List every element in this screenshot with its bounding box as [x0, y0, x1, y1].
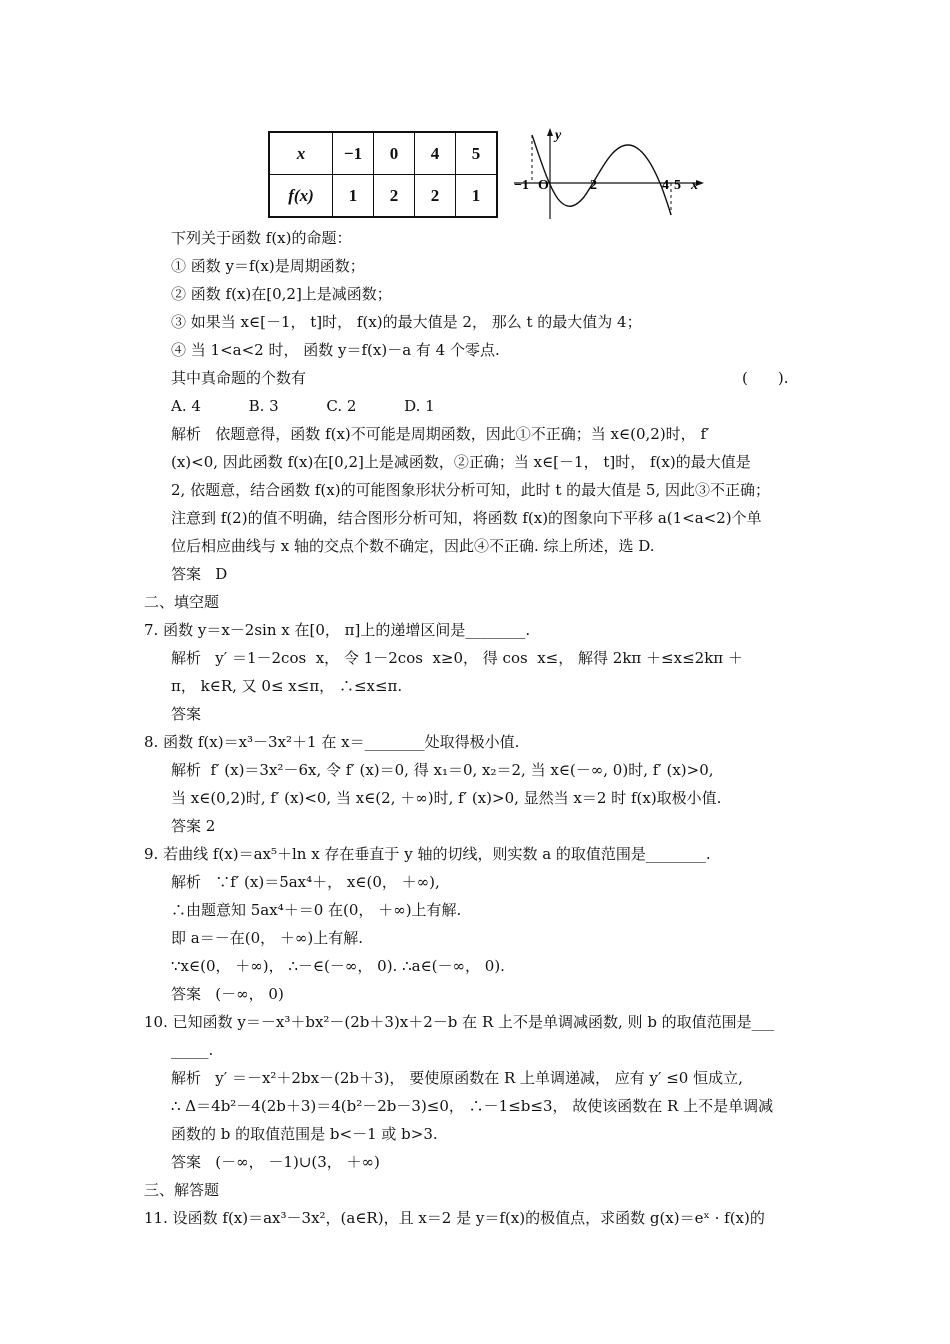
text-line: ② 函数 f(x)在[0,2]上是减函数；	[171, 285, 392, 303]
tick-label: 2	[590, 178, 597, 193]
y-axis-arrow	[547, 128, 553, 136]
table-header-fx: f(x)	[269, 175, 333, 218]
text-line: ③ 如果当 x∈[－1， t]时， f(x)的最大值是 2， 那么 t 的最大值为 4；	[171, 313, 642, 331]
table-row	[269, 175, 497, 218]
question-line: 7. 函数 y＝x－2sin x 在[0， π]上的递增区间是________.	[144, 621, 531, 639]
table-cell: 4	[415, 132, 456, 175]
text-line: ∴ Δ＝4b²－4(2b＋3)＝4(b²－2b－3)≤0， ∴－1≤b≤3， 故使该函数在 R 上不是单调减	[171, 1097, 774, 1115]
table-cell: 5	[456, 132, 498, 175]
text-line: ∴由题意知 5ax⁴＋＝0 在(0， ＋∞)上有解.	[171, 901, 462, 919]
answer-line: 答案 (－∞， 0)	[171, 985, 284, 1003]
function-values-table	[268, 131, 498, 218]
table-cell: 2	[374, 175, 415, 218]
table-row	[269, 132, 497, 175]
answer-line: 答案 (－∞， －1)∪(3， ＋∞)	[171, 1153, 380, 1171]
origin-label: O	[538, 178, 549, 193]
text-line: 解析 y′ ＝1－2cos x， 令 1－2cos x≥0， 得 cos x≤， 解得 2kπ ＋≤x≤2kπ ＋	[171, 649, 743, 667]
answer-line: 答案	[171, 705, 202, 723]
derivative-graph	[510, 123, 710, 223]
answer-line: 答案 D	[171, 565, 228, 583]
tick-label: 4	[662, 178, 669, 193]
text-line: π， k∈R, 又 0≤ x≤π， ∴≤x≤π.	[171, 677, 403, 695]
tick-label: 5	[674, 178, 681, 193]
section-heading: 二、填空题	[144, 593, 220, 611]
x-axis-label: x	[691, 178, 698, 193]
choices-line: A. 4 B. 3 C. 2 D. 1	[171, 397, 435, 415]
text-line: 当 x∈(0,2)时, f′ (x)<0, 当 x∈(2, ＋∞)时, f′ (x)>0, 显然当 x＝2 时 f(x)取极小值.	[171, 789, 722, 807]
text-line: 位后相应曲线与 x 轴的交点个数不确定，因此④不正确. 综上所述，选 D.	[171, 537, 655, 555]
question-line: 11. 设函数 f(x)＝ax³－3x²，(a∈R)，且 x＝2 是 y＝f(x)的极值点，求函数 g(x)＝eˣ · f(x)的	[144, 1209, 765, 1227]
table-cell: 1	[333, 175, 374, 218]
text-line: (x)<0, 因此函数 f(x)在[0,2]上是减函数，②正确；当 x∈[－1， t]时， f(x)的最大值是	[171, 453, 751, 471]
answer-blank: ( ).	[742, 369, 789, 387]
text-line: 2, 依题意，结合函数 f(x)的可能图象形状分析可知，此时 t 的最大值是 5, 因此③不正确；	[171, 481, 770, 499]
text-line: 解析 f′ (x)＝3x²－6x, 令 f′ (x)＝0, 得 x₁＝0, x₂＝2, 当 x∈(－∞, 0)时, f′ (x)>0,	[171, 761, 714, 779]
question-line: 10. 已知函数 y＝－x³＋bx²－(2b＋3)x＋2－b 在 R 上不是单调减函数, 则 b 的取值范围是___	[144, 1013, 775, 1031]
table-header-x: x	[269, 132, 333, 175]
question-line: 8. 函数 f(x)＝x³－3x²＋1 在 x＝________处取得极小值.	[144, 733, 520, 751]
question-line: 9. 若曲线 f(x)＝ax⁵＋ln x 存在垂直于 y 轴的切线，则实数 a 的取值范围是________.	[144, 845, 711, 863]
table-cell: −1	[333, 132, 374, 175]
text-line: 其中真命题的个数有	[171, 369, 307, 387]
text-line: _____.	[171, 1041, 214, 1059]
text-line: ① 函数 y＝f(x)是周期函数；	[171, 257, 365, 275]
text-line: 下列关于函数 f(x)的命题：	[171, 229, 352, 247]
text-line: 解析 依题意得，函数 f(x)不可能是周期函数，因此①不正确；当 x∈(0,2)时， f′	[171, 425, 710, 443]
text-line: 解析 y′ ＝－x²＋2bx－(2b＋3)， 要使原函数在 R 上单调递减， 应有 y′ ≤0 恒成立,	[171, 1069, 743, 1087]
text-line: ∵x∈(0， ＋∞)， ∴－∈(－∞， 0). ∴a∈(－∞， 0).	[171, 957, 505, 975]
table-cell: 1	[456, 175, 498, 218]
text-line: 解析 ∵f′ (x)＝5ax⁴＋， x∈(0， ＋∞),	[171, 873, 440, 891]
text-line: 函数的 b 的取值范围是 b<－1 或 b>3.	[171, 1125, 438, 1143]
table-cell: 0	[374, 132, 415, 175]
tick-label: −1	[514, 178, 529, 193]
answer-line: 答案 2	[171, 817, 216, 835]
y-axis-label: y	[555, 128, 562, 143]
section-heading: 三、解答题	[144, 1181, 220, 1199]
text-line: ④ 当 1<a<2 时， 函数 y＝f(x)－a 有 4 个零点.	[171, 341, 500, 359]
function-curve	[532, 135, 671, 215]
text-line: 注意到 f(2)的值不明确，结合图形分析可知，将函数 f(x)的图象向下平移 a(1<a<2)个单	[171, 509, 762, 527]
table-cell: 2	[415, 175, 456, 218]
text-line: 即 a＝－在(0， ＋∞)上有解.	[171, 929, 363, 947]
